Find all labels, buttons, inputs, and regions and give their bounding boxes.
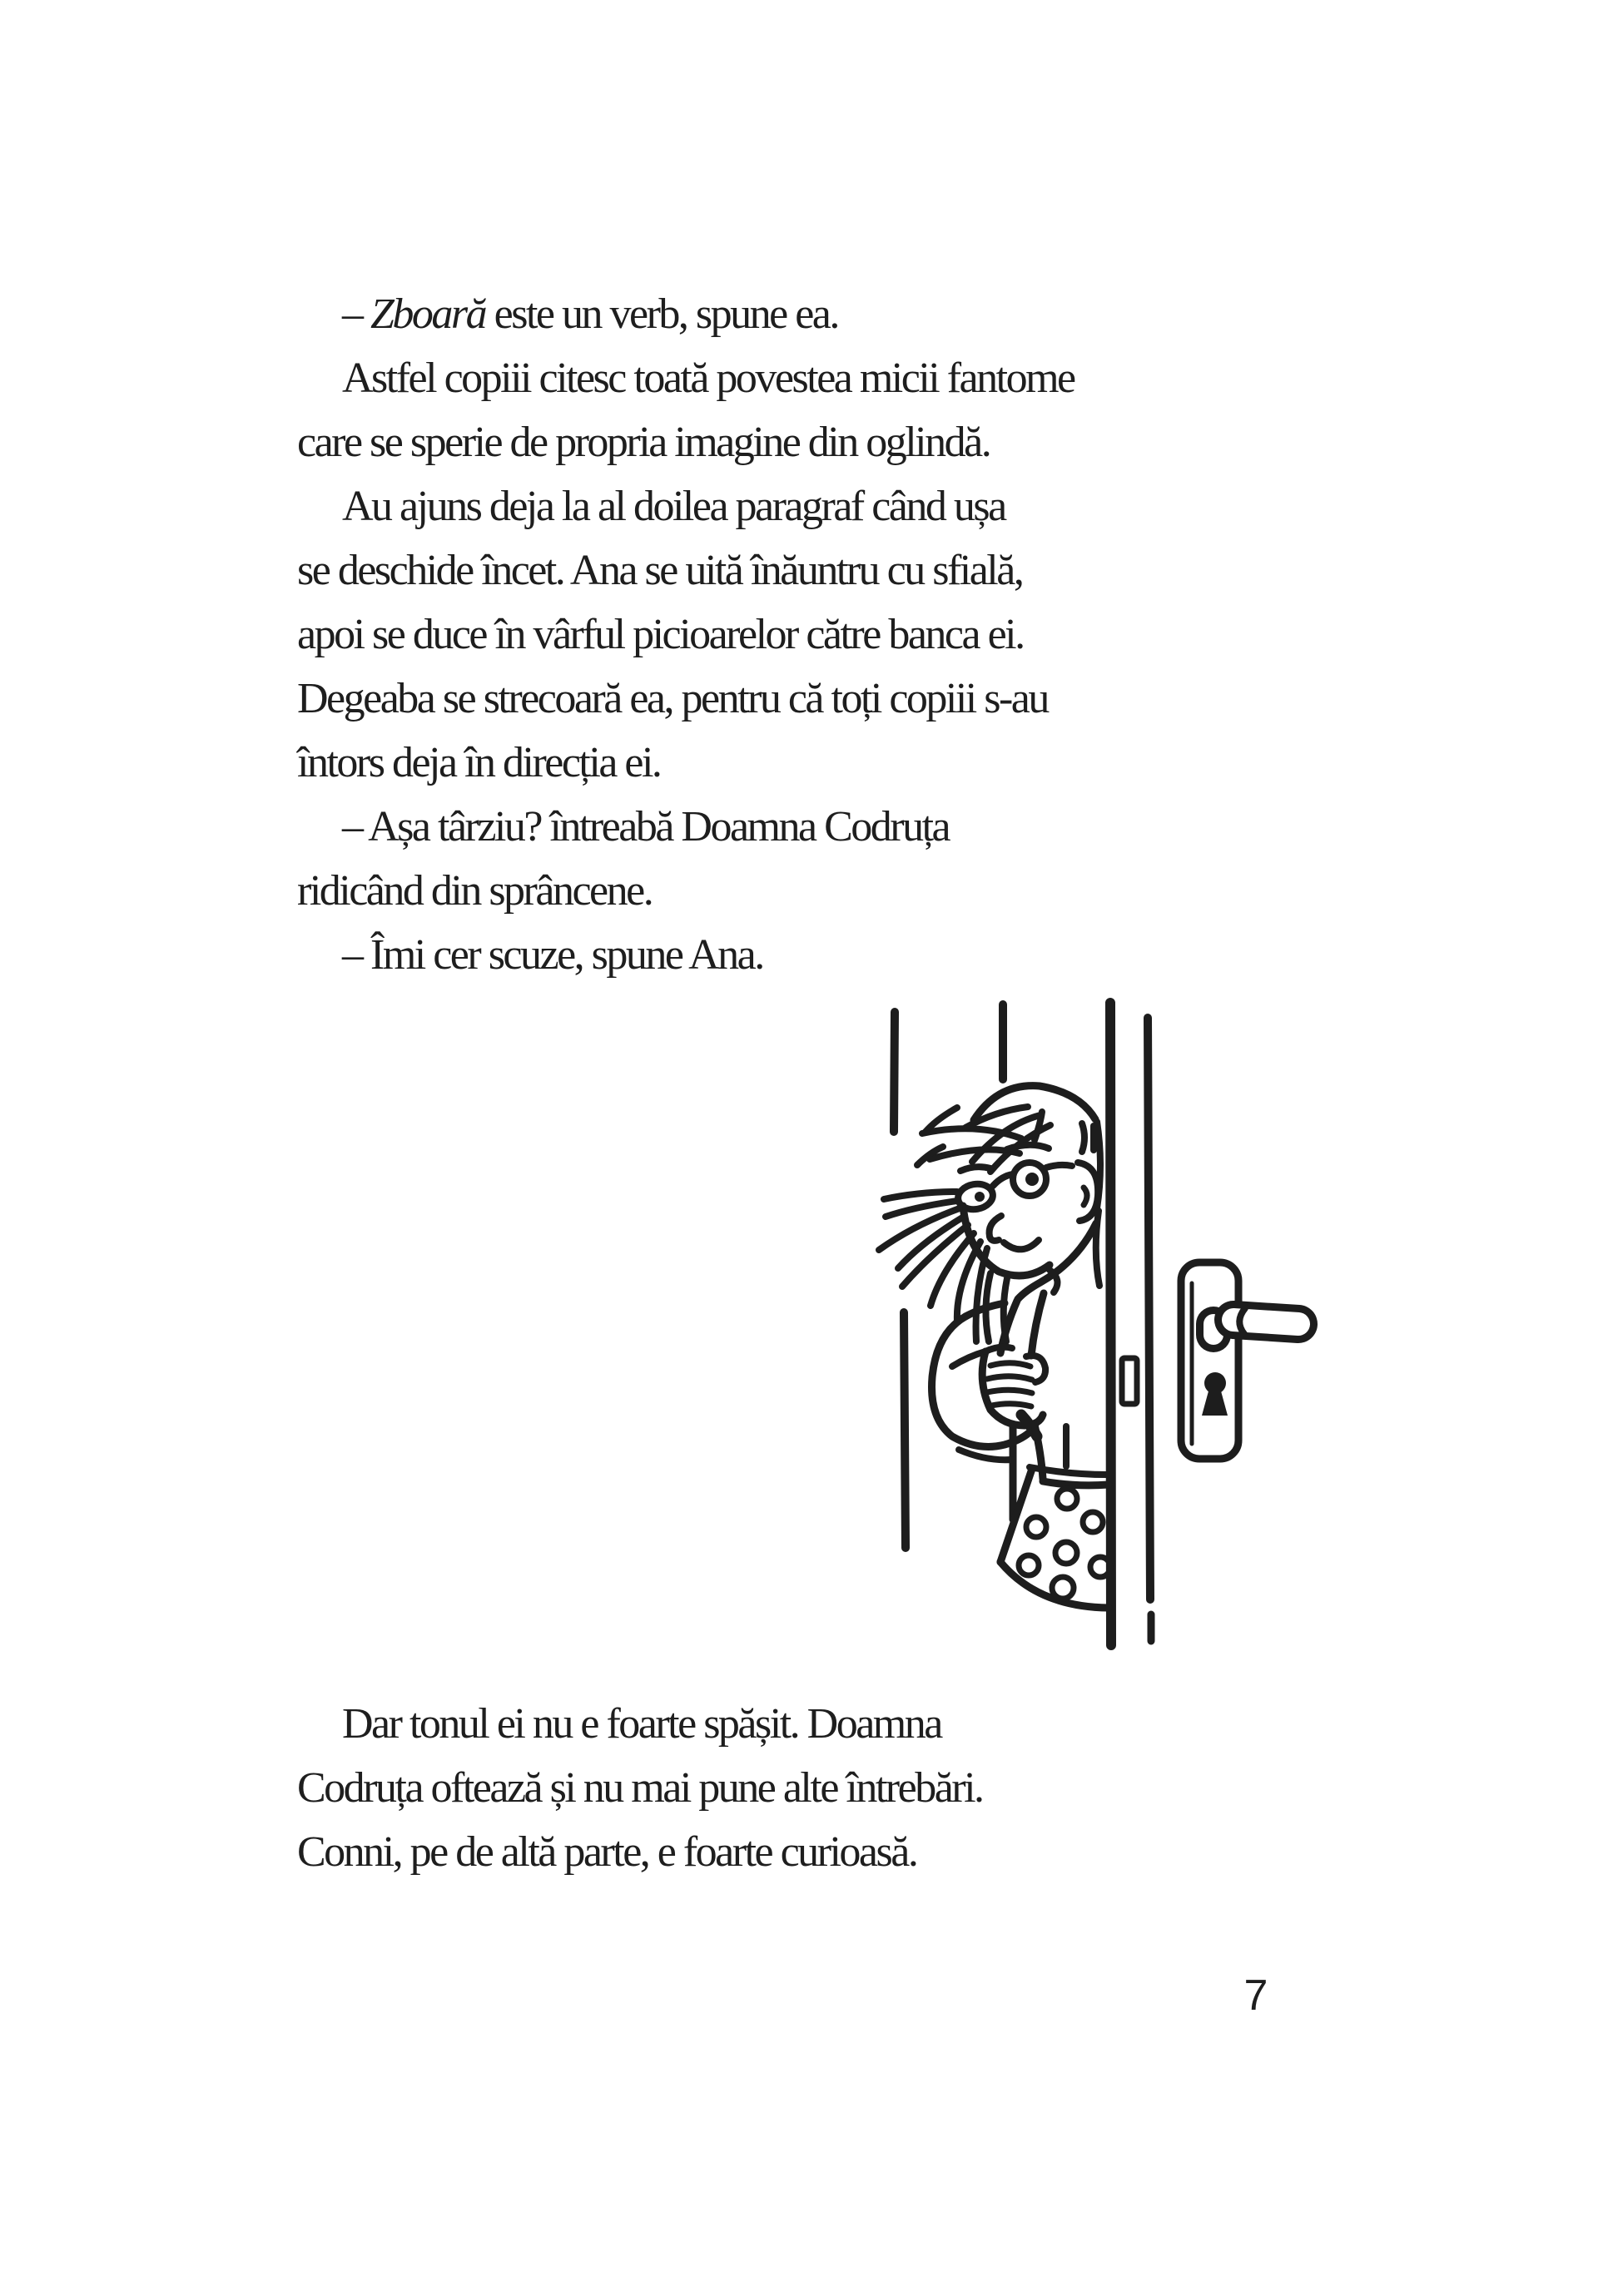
girl-figure <box>879 1086 1110 1608</box>
text-segment: ridicând din sprâncene. <box>297 867 653 915</box>
text-line <box>297 731 1074 795</box>
door-handle <box>1181 1262 1298 1459</box>
text-segment: – <box>342 290 370 338</box>
left-eye <box>975 1192 985 1202</box>
text-line <box>297 1756 983 1820</box>
polka-dot-skirt <box>1000 1469 1110 1608</box>
text-line <box>297 795 1074 859</box>
text-segment: Degeaba se strecoară ea, pentru că toți copiii s-au <box>297 675 1048 722</box>
text-line <box>297 346 1074 410</box>
text-line <box>297 1820 983 1884</box>
text-segment: întors deja în direcția ei. <box>297 739 661 786</box>
text-line <box>297 282 1074 346</box>
paragraph-block-2 <box>297 1692 983 1884</box>
handle-backplate <box>1181 1262 1238 1459</box>
text-line <box>297 859 1074 923</box>
text-segment: Dar tonul ei nu e foarte spășit. Doamna <box>342 1700 941 1748</box>
text-line <box>297 410 1074 474</box>
italic-text-segment: Zboară <box>370 290 486 338</box>
text-line <box>297 538 1074 603</box>
right-eye <box>1025 1173 1039 1186</box>
paragraph-block-1 <box>297 282 1074 987</box>
text-segment: apoi se duce în vârful picioarelor către banca ei. <box>297 611 1024 658</box>
text-segment: Astfel copiii citesc toată povestea micii fantome <box>342 355 1074 402</box>
door-edge <box>1110 1003 1151 1645</box>
text-line <box>297 1692 983 1756</box>
nose <box>990 1216 1001 1241</box>
text-line <box>297 667 1074 731</box>
text-segment: Codruța oftează și nu mai pune alte întrebări. <box>297 1764 983 1812</box>
text-line <box>297 474 1074 538</box>
smile <box>1004 1240 1039 1249</box>
text-segment: – Așa târziu? întreabă Doamna Codruța <box>342 803 950 850</box>
page-number: 7 <box>1243 1971 1268 2020</box>
pigtail-hair <box>879 1192 987 1341</box>
text-segment: este un verb, spune ea. <box>485 290 838 338</box>
text-line <box>297 923 1074 987</box>
text-segment: – Îmi cer scuze, spune Ana. <box>342 931 763 979</box>
text-segment: se deschide încet. Ana se uită înăuntru cu sfială, <box>297 547 1023 594</box>
text-segment: Conni, pe de altă parte, e foarte curioasă. <box>297 1828 917 1876</box>
text-line <box>297 603 1074 667</box>
illustration-girl-peeking-door <box>866 990 1348 1673</box>
latch-plate <box>1122 1358 1137 1404</box>
hand-fist <box>982 1347 1045 1426</box>
text-segment: care se sperie de propria imagine din oglindă. <box>297 419 990 466</box>
text-segment: Au ajuns deja la al doilea paragraf când ușa <box>342 483 1005 530</box>
